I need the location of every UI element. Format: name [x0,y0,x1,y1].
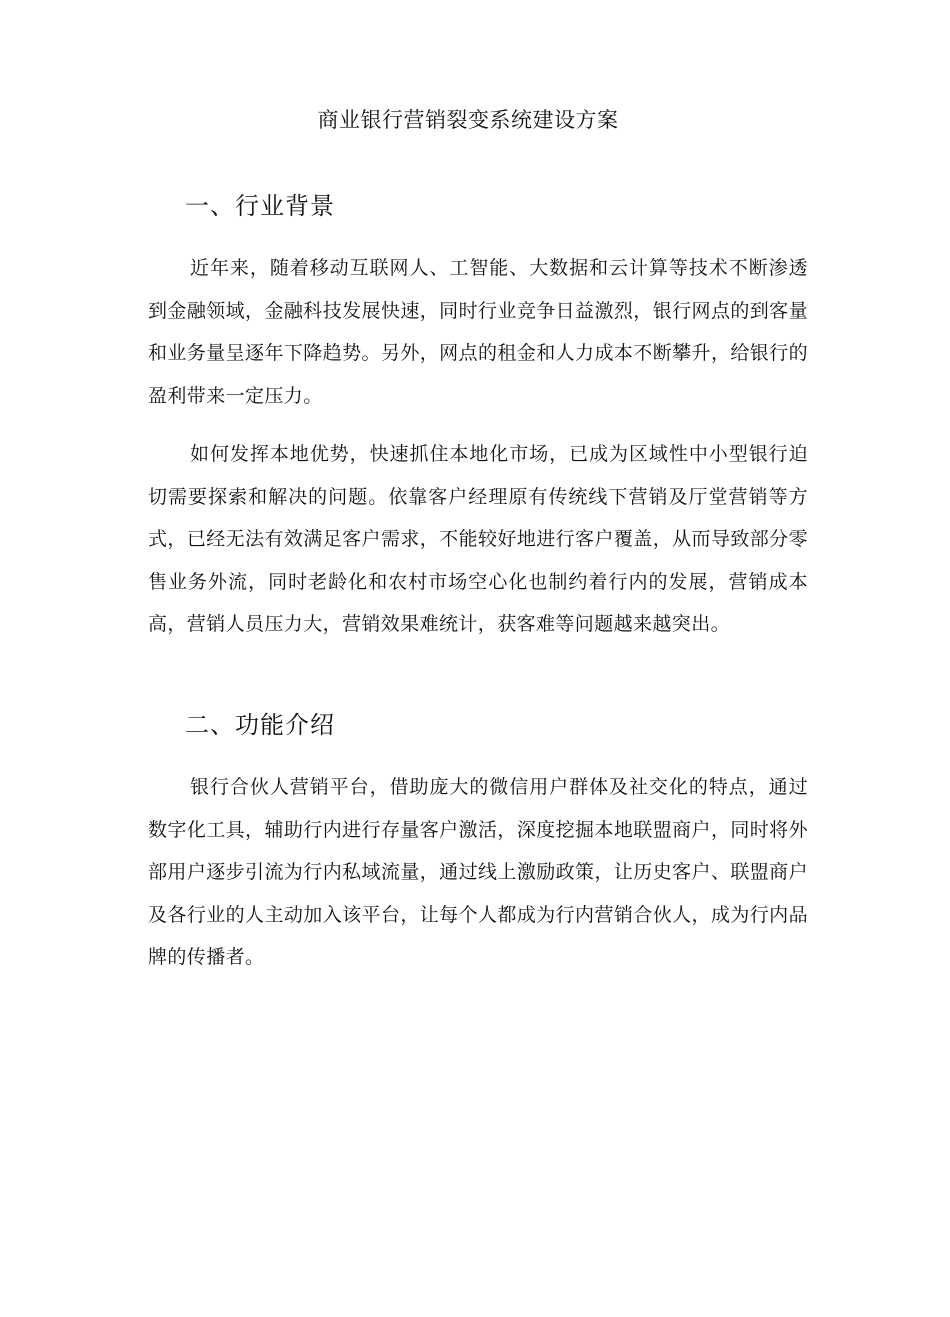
document-title: 商业银行营销裂变系统建设方案 [317,108,619,132]
paragraph-industry-background-1: 近年来，随着移动互联网人、工智能、大数据和云计算等技术不断渗透到金融领域，金融科技发展快速，同时行业竞争日益激烈，银行网点的到客量和业务量呈逐年下降趋势。另外，网点的租金和人力成本不断攀升，给银行的盈利带来一定压力。 [148,257,808,407]
paragraph-feature-introduction-1: 银行合伙人营销平台，借助庞大的微信用户群体及社交化的特点，通过数字化工具，辅助行内进行存量客户激活，深度挖掘本地联盟商户，同时将外部用户逐步引流为行内私域流量，通过线上激励政策，让历史客户、联盟商户及各行业的人主动加入该平台，让每个人都成为行内营销合伙人，成为行内品牌的传播者。 [148,776,808,968]
section-heading-industry-background: 一、行业背景 [185,192,335,220]
section-heading-feature-introduction: 二、功能介绍 [185,711,335,739]
paragraph-industry-background-2: 如何发挥本地优势，快速抓住本地化市场，已成为区域性中小型银行迫切需要探索和解决的问题。依靠客户经理原有传统线下营销及厅堂营销等方式，已经无法有效满足客户需求，不能较好地进行客户覆盖，从而导致部分零售业务外流，同时老龄化和农村市场空心化也制约着行内的发展，营销成本高，营销人员压力大，营销效果难统计，获客难等问题越来越突出。 [148,443,808,635]
